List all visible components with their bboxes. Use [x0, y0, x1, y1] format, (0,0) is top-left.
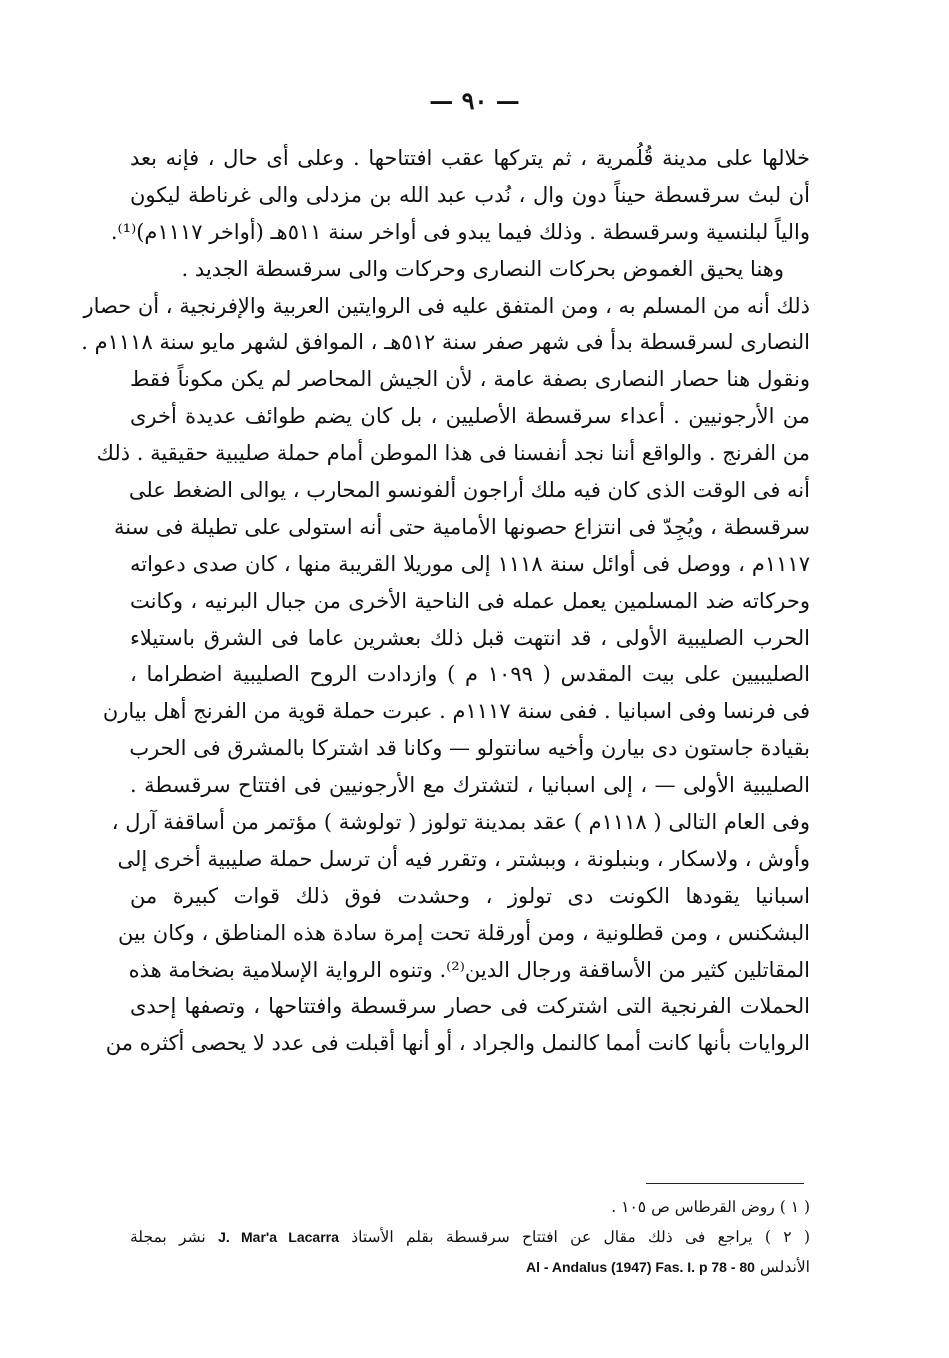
text-line: فى فرنسا وفى اسبانيا . ففى سنة ١١١٧م . عبرت حملة قوية من الفرنج أهل بيارن — [102, 699, 810, 724]
text-line: الصليبيين على بيت المقدس ( ١٠٩٩ م ) وازدادت الروح الصليبية اضطراما ، — [130, 662, 810, 687]
text-line: خلالها على مدينة قُلُمرية ، ثم يتركها عقب افتتاحها . وعلى أى حال ، فإنه بعد — [130, 146, 810, 170]
text-line: من الفرنج . والواقع أننا نجد أنفسنا فى هذا الموطن أمام حملة صليبية حقيقية . ذلك — [96, 441, 810, 466]
footnote-2-text: ( ٢ ) يراجع فى ذلك مقال عن افتتاح سرقسطة بقلم الأستاذ — [351, 1228, 810, 1246]
text-line: البشكنس ، ومن قطلونية ، ومن أورقلة تحت إمرة سادة هذه المناطق ، وكان بين — [117, 920, 810, 945]
text-line: ١١١٧م ، ووصل فى أوائل سنة ١١١٨ إلى موريلا القريبة منها ، كان صدى دعواته — [130, 551, 810, 576]
page-number: — ٩٠ — — [429, 86, 520, 115]
text-line: المقاتلين كثير من الأساقفة ورجال الدين⁽²⁾. وتنوه الرواية الإسلامية بضخامة هذه — [128, 957, 810, 982]
text-line: الروايات بأنها كانت أمما كالنمل والجراد ، أو أنها أقبلت فى عدد لا يحصى أكثره من — [105, 1031, 810, 1056]
text-line: بقيادة جاستون دى بيارن وأخيه سانتولو — وكانا قد اشتركا بالمشرق فى الحرب — [129, 736, 810, 761]
footnote-2-text-end: نشر بمجلة — [130, 1228, 206, 1246]
footnote-journal-arabic: الأندلس — [759, 1258, 810, 1276]
text-line: الصليبية الأولى — ، إلى اسبانيا ، لتشترك مع الأرجونيين فى افتتاح سرقسطة . — [130, 773, 810, 798]
body-text — [81, 140, 810, 1062]
footnote-2-continuation — [130, 1252, 810, 1282]
text-line: ذلك أنه من المسلم به ، ومن المتفق عليه فى الروايتين العربية والإفرنجية ، أن حصار — [83, 293, 810, 318]
text-line: ونقول هنا حصار النصارى بصفة عامة ، لأن الجيش المحاصر لم يكن مكوناً فقط — [130, 367, 810, 392]
text-line: والياً لبلنسية وسرقسطة . وذلك فيما يبدو فى أواخر سنة ٥١١هـ (أواخر ١١١٧م)⁽¹⁾. — [110, 219, 810, 244]
text-line: وهنا يحيق الغموض بحركات النصارى وحركات والى سرقسطة الجديد . — [181, 256, 784, 281]
text-line: اسبانيا يقودها الكونت دى تولوز ، وحشدت فوق ذلك قوات كبيرة من — [130, 883, 810, 908]
text-line: النصارى لسرقسطة بدأ فى شهر صفر سنة ٥١٢هـ ، الموافق لشهر مايو سنة ١١١٨م . — [81, 330, 810, 355]
footnote-2 — [130, 1222, 810, 1252]
footnote-2-author: J. Mar'a Lacarra — [218, 1229, 339, 1245]
text-line: أنه فى الوقت الذى كان فيه ملك أراجون ألفونسو المحارب ، يوالى الضغط على — [128, 478, 810, 503]
footnote-journal-reference: Al - Andalus (1947) Fas. I. p 78 - 80 — [525, 1259, 755, 1275]
text-line: سرقسطة ، ويُجِدّ فى انتزاع حصونها الأمامية حتى أنه استولى على تطيلة فى سنة — [114, 514, 810, 539]
text-line: أن لبث سرقسطة حيناً دون وال ، نُدب عبد الله بن مزدلى والى غرناطة ليكون — [130, 182, 810, 207]
text-line: الحملات الفرنجية التى اشتركت فى حصار سرقسطة وافتتاحها ، وتصفها إحدى — [130, 994, 810, 1019]
text-line: وحركاته ضد المسلمين يعمل عمله فى الناحية الأخرى من جبال البرنيه ، وكانت — [130, 588, 810, 613]
footnote-separator — [646, 1183, 804, 1184]
text-line: وفى العام التالى ( ١١١٨م ) عقد بمدينة تولوز ( تولوشة ) مؤتمر من أساقفة آرل ، — [111, 810, 810, 835]
text-line: من الأرجونيين . أعداء سرقسطة الأصليين ، بل كان يضم طوائف عديدة أخرى — [130, 404, 810, 429]
footnote-1: ( ١ ) روض القرطاس ص ١٠٥ . — [611, 1198, 810, 1216]
text-line: الحرب الصليبية الأولى ، قد انتهت قبل ذلك بعشرين عاما فى الشرق باستيلاء — [130, 625, 810, 650]
footnotes — [130, 1192, 810, 1282]
text-line: وأوش ، ولاسكار ، وبنبلونة ، وببشتر ، وتقرر فيه أن ترسل حملة صليبية أخرى إلى — [117, 846, 810, 871]
